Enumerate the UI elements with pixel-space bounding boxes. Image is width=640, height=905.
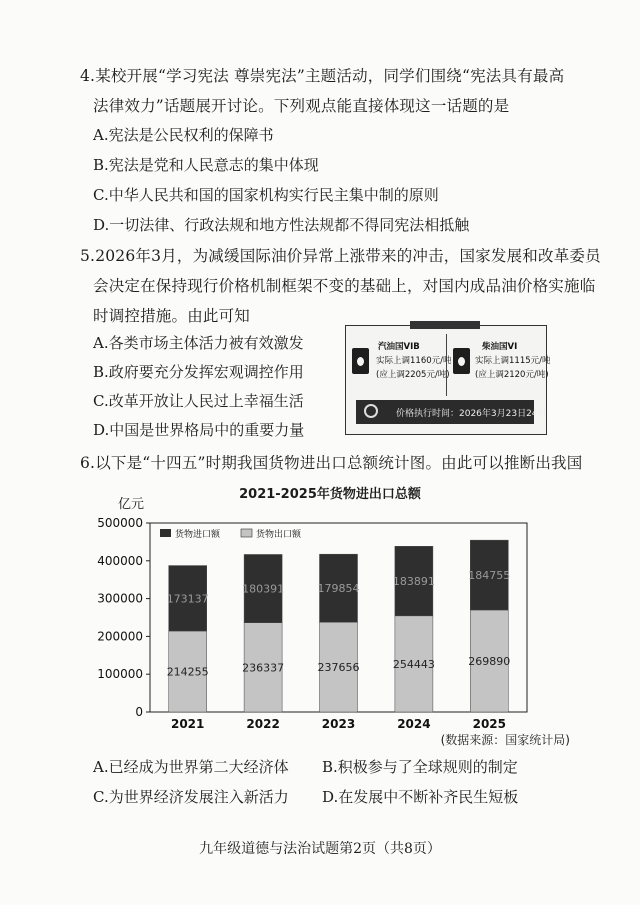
bar-label-export: 236337: [242, 661, 285, 675]
bar-label-import: 183891: [392, 575, 435, 589]
diesel-can-icon: [453, 348, 470, 374]
trade-chart: [0, 470, 640, 760]
bar-label-import: 173137: [166, 592, 209, 606]
bar-label-import: 179854: [317, 582, 360, 596]
x-tick-label: 2022: [246, 717, 280, 731]
q6-option-b: B.积极参与了全球规则的制定: [322, 758, 518, 776]
legend-swatch-export: [241, 529, 252, 537]
chart-legend: [160, 528, 302, 540]
diesel-should: (应上调2120元/吨): [475, 370, 549, 380]
q4-stem-line1: 4.某校开展“学习宪法 尊崇宪法”主题活动，同学们围绕“宪法具有最高: [80, 67, 565, 85]
gasoline-actual: 实际上调1160元/吨: [376, 356, 452, 366]
y-tick-label: 100000: [97, 667, 143, 682]
diesel-title: 柴油国VI: [482, 342, 518, 352]
q5-option-a: A.各类市场主体活力被有效激发: [93, 334, 304, 352]
q4-stem-line2: 法律效力”话题展开讨论。下列观点能直接体现这一话题的是: [93, 97, 510, 115]
gasoline-title: 汽油国VIB: [378, 342, 420, 352]
legend-label-import: 货物进口额: [175, 530, 221, 540]
page-footer: 九年级道德与法治试题第2页（共8页）: [199, 841, 441, 857]
bar-label-export: 254443: [392, 657, 435, 671]
exec-time-bar: [356, 400, 547, 424]
bar-label-export: 214255: [166, 665, 209, 679]
q6-stem: 6.以下是“十四五”时期我国货物进出口总额统计图。由此可以推断出我国: [80, 454, 583, 472]
chart-title: 2021-2025年货物进出口总额: [239, 487, 421, 502]
bar-label-import: 180391: [242, 582, 285, 596]
x-tick-label: 2021: [170, 717, 205, 731]
q5-stem-line2: 会决定在保持现行价格机制框架不变的基础上，对国内成品油价格实施临: [93, 277, 596, 295]
q6-option-d: D.在发展中不断补齐民生短板: [322, 788, 519, 806]
legend-swatch-import: [160, 529, 171, 537]
alarm-clock-icon: [364, 404, 378, 418]
q4-option-d: D.一切法律、行政法规和地方性法规都不得同宪法相抵触: [93, 216, 470, 234]
q5-stem-line3: 时调控措施。由此可知: [93, 307, 251, 325]
exec-time-text: 价格执行时间：2026年3月23日24时: [396, 409, 547, 419]
y-tick-label: 400000: [97, 553, 143, 568]
y-tick-label: 300000: [97, 591, 143, 606]
q4-option-b: B.宪法是党和人民意志的集中体现: [93, 156, 319, 174]
x-tick-label: 2024: [397, 717, 431, 731]
y-tick-label: 500000: [97, 516, 143, 530]
q5-option-b: B.政府要充分发挥宏观调控作用: [93, 363, 304, 381]
notice-header-banner: [410, 321, 480, 329]
bar-label-export: 269890: [468, 654, 511, 668]
x-tick-label: 2023: [321, 717, 356, 731]
q4-option-a: A.宪法是公民权利的保障书: [93, 126, 274, 144]
data-source: (数据来源：国家统计局): [440, 733, 570, 747]
q5-stem-line1: 5.2026年3月，为减缓国际油价异常上涨带来的冲击，国家发展和改革委员: [80, 247, 601, 265]
bar-label-import: 184755: [468, 569, 511, 583]
gasoline-can-icon: [352, 348, 369, 374]
q6-option-a: A.已经成为世界第二大经济体: [93, 758, 289, 776]
legend-label-export: 货物出口额: [256, 530, 302, 540]
diesel-actual: 实际上调1115元/吨: [475, 356, 551, 366]
y-tick-label: 0: [135, 705, 143, 719]
gasoline-should: (应上调2205元/吨): [376, 370, 450, 380]
q4-option-c: C.中华人民共和国的国家机构实行民主集中制的原则: [93, 186, 439, 204]
y-axis-unit: 亿元: [118, 497, 145, 512]
bar-label-export: 237656: [317, 661, 360, 675]
q5-option-d: D.中国是世界格局中的重要力量: [93, 421, 305, 439]
q6-option-c: C.为世界经济发展注入新活力: [93, 788, 289, 806]
y-tick-label: 200000: [97, 629, 143, 644]
x-tick-label: 2025: [472, 717, 507, 731]
price-adjustment-notice: [345, 325, 551, 435]
q5-option-c: C.改革开放让人民过上幸福生活: [93, 392, 304, 410]
